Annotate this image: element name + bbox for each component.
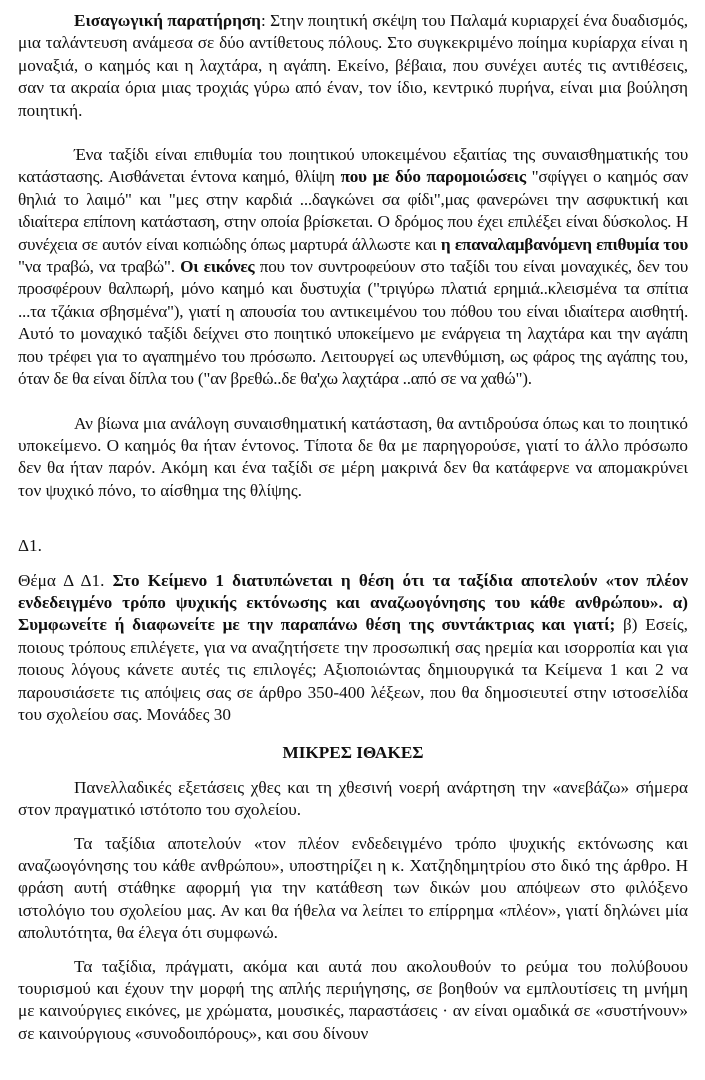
analysis-bold-3: Οι εικόνες (180, 257, 255, 277)
article-title: ΜΙΚΡΕΣ ΙΘΑΚΕΣ (282, 743, 424, 763)
section-label: Δ1. (18, 536, 42, 556)
intro-paragraph (18, 10, 688, 122)
analysis-text-1: Ένα ταξίδι είναι επιθυμία του ποιητικού υποκειμένου εξαιτίας της συναισθηματικής του κατάστασης. Αισθάνεται έντονα καημό, θλίψη (18, 145, 688, 187)
analysis-text-3: "να τραβώ, να τραβώ". (18, 257, 181, 277)
analysis-text-2: "σφίγγει ο καημός σαν θηλιά το λαιμό" και "μες στην καρδιά ...δαγκώνει σα φίδι",μας φανερώνει την ασφυκτική και ιδιαίτερα επίπονη κατάσταση, στην οποία βρίσκεται. Ο δρόμος που έχει επιλέξει είναι δύσκολος. Η συνέχεια σε αυτόν είναι κοπιώδης όπως μαρτυρά άλλωστε και (18, 167, 688, 254)
analysis-bold-2: η επαναλαμβανόμενη επιθυμία του (440, 234, 688, 254)
article-paragraph-2: Τα ταξίδια αποτελούν «τον πλέον ενδεδειγμένο τρόπο ψυχικής εκτόνωσης και αναζωογόνησης του κάθε ανθρώπου», υποστηρίζει η κ. Χατζηδημητρίου στο δικό της άρθρο. Η φράση αυτή στάθηκε αφορμή για την κατάθεση των δικών μου απόψεων στο φιλόξενο ιστολόγιο του σχολείου μας. Αν και θα ήθελα να λείπει το επίρρημα «πλέον», γιατί δηλώνει μία απολυτότητα, θα έλεγα ότι συμφωνώ. (18, 833, 688, 943)
task-paragraph (18, 570, 688, 727)
analysis-paragraph (18, 144, 688, 390)
analysis-text-4: που τον συντροφεύουν στο ταξίδι του είναι μοναχικές, δεν του προσφέρουν θαλπωρή, μόνο καημό και δυστυχία ("τριγύρω πλατιά ερημιά..κλεισμένα τα σπίτια ...τα τζάκια σβησμένα"), γιατί η απουσία του αντικειμένου του πόθου του είναι ιδιαίτερα αισθητή. Αυτό το μοναχικό ταξίδι δείχνει στο ποιητικό υποκείμενο με ενάργεια τη λαχτάρα και την αγάπη που τρέφει για το αγαπημένο του πρόσωπο. Λειτουργεί ως υπενθύμιση, ως φάρος της αγάπης του, όταν δε θα είναι δίπλα του ("αν βρεθώ..δε θα'χω λαχτάρα ..από σε να χαθώ"). (18, 257, 688, 389)
document-page (18, 0, 688, 1045)
personal-paragraph: Αν βίωνα μια ανάλογη συναισθηματική κατάσταση, θα αντιδρούσα όπως και το ποιητικό υποκείμενο. Ο καημός θα ήταν έντονος. Τίποτα δε θα με παρηγορούσε, γιατί το άλλο πρόσωπο δεν θα ήταν παρόν. Ακόμη και ένα ταξίδι σε μέρη μακρινά δεν θα κατάφερνε να απομακρύνει τον ψυχικό πόνο, το αίσθημα της θλίψης. (18, 413, 688, 500)
intro-text: : Στην ποιητική σκέψη του Παλαμά κυριαρχεί ένα δυαδισμός, μια ταλάντευση ανάμεσα σε δύο αντίθετους πόλους. Στο συγκεκριμένο ποίημα κυρίαρχα είναι η μοναξιά, ο καημός και η λαχτάρα, η αγάπη. Εκείνο, βέβαια, που συνέχει αυτές τις αντιθέσεις, σαν τα ακραία όρια μιας τροχιάς γύρω από έναν, τον ίδιο, κεντρικό πυρήνα, είναι μια βούληση ποιητική. (18, 11, 689, 120)
task-question: Στο Κείμενο 1 διατυπώνεται η θέση ότι τα ταξίδια αποτελούν «τον πλέον ενδεδειγμένο τρόπο ψυχικής εκτόνωσης και αναζωογόνησης του κάθε ανθρώπου». α) Συμφωνείτε ή διαφωνείτε με την παραπάνω θέση της συντάκτριας και γιατί; (18, 570, 689, 635)
analysis-bold-1: που με δύο παρομοιώσεις (340, 167, 526, 187)
intro-heading: Εισαγωγική παρατήρηση (74, 11, 261, 30)
article-paragraph-1: Πανελλαδικές εξετάσεις χθες και τη χθεσινή νοερή ανάρτηση την «ανεβάζω» σήμερα στον πραγματικό ιστότοπο του σχολείου. (18, 777, 688, 820)
article-paragraph-3: Τα ταξίδια, πράγματι, ακόμα και αυτά που ακολουθούν το ρεύμα του πολύβουου τουρισμού και έχουν την μορφή της απλής περιήγησης, σε βοηθούν να εμπλουτίσεις τη μνήμη με καινούργιες εικόνες, με χρώματα, μουσικές, παραστάσεις · αν είναι ομαδικά σε «συστήνουν» σε καινούργιους «συνοδοιπόρους», και σου δίνουν (18, 956, 688, 1043)
task-text: β) Εσείς, ποιους τρόπους επιλέγετε, για να αναζητήσετε την προσωπική σας ηρεμία και ισορροπία και για ποιους λόγους κάνετε αυτές τις επιλογές; Αξιοποιώντας δημιουργικά τα Κείμενα 1 και 2 να παρουσιάσετε τις απόψεις σας σε άρθρο 350-400 λέξεων, που θα δημοσιευτεί στην ιστοσελίδα του σχολείου σας. Μονάδες 30 (18, 615, 688, 724)
task-prefix: Θέμα Δ Δ1. (18, 570, 113, 590)
